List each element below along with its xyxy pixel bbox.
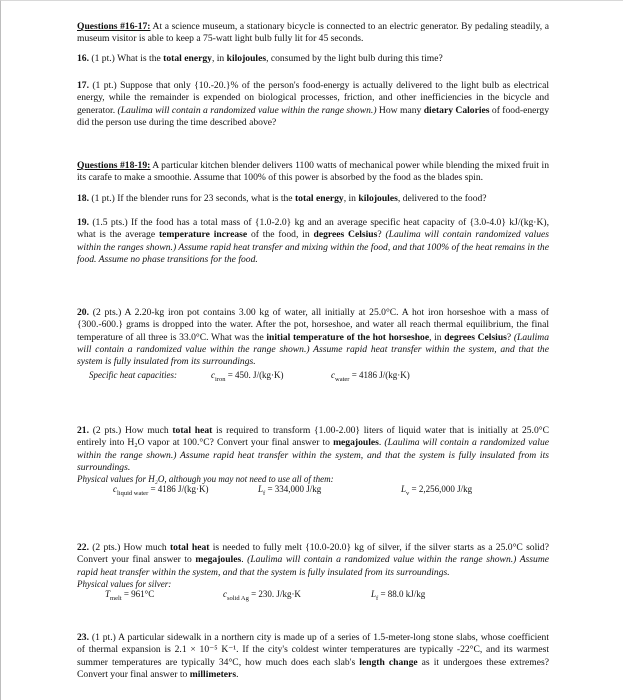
emphasis: total heat	[172, 425, 213, 436]
question-20	[77, 307, 549, 368]
symbol: L	[401, 484, 407, 494]
emphasis: total heat	[169, 542, 210, 553]
section-text: A particular kitchen blender delivers 1100 watts of mechanical power while blending the mixed fruit in its carafe to make a smoothie. Assume that 100% of this power is absorbed by the food as the blades spin.	[77, 160, 549, 184]
emphasis: temperature increase	[158, 229, 248, 241]
question-text: .	[241, 554, 248, 566]
subscript: melt	[110, 594, 122, 602]
question-23	[77, 632, 549, 681]
question-text: of food-energy did the person use during the time described above?	[77, 104, 550, 128]
section-heading: Questions #18-19:	[77, 160, 151, 171]
emphasis: kilojoules	[226, 53, 267, 64]
question-text: ?	[506, 331, 514, 343]
emphasis: megajoules	[333, 437, 379, 449]
question-17	[77, 80, 549, 129]
values-label: Physical values for H₂O, although you may not need to use all of them:	[77, 474, 334, 484]
question-16	[77, 53, 549, 65]
question-number: 20.	[77, 307, 89, 318]
emphasis: degrees Celsius	[313, 229, 378, 241]
question-text: (1 pt.) If the blender runs for 23 seconds, what is the	[89, 193, 295, 204]
value: = 88.0 kJ/kg	[378, 589, 426, 599]
subscript: v	[406, 489, 410, 497]
values-label: Physical values for silver:	[77, 579, 172, 589]
value: = 961°C	[121, 589, 155, 599]
subscript: iron	[215, 375, 226, 383]
value: = 230. J/kg·K	[248, 589, 301, 599]
note: (Laulima will contain randomized values within the ranges shown.) Assume rapid heat transfer and mixing within the food, and that 100% of the heat remains in the food. Assume no phase transitions for the food.	[77, 229, 549, 265]
values-label: Specific heat capacities:	[89, 370, 177, 380]
symbol: c	[211, 370, 215, 380]
lf-silver-value	[371, 589, 425, 604]
question-text: (2 pts.) How much	[89, 425, 173, 436]
subscript: water	[335, 375, 350, 383]
emphasis: dietary Calories	[423, 104, 490, 116]
value: = 4186 J/(kg·K)	[148, 484, 209, 494]
question-text: (1 pt.) A particular sidewalk in a northern city is made up of a series of 1.5-meter-long stone slabs, whose coefficient of thermal expansion is 2.1 × 10⁻⁵ K⁻¹. If the city's coldest winter temperatures are typically -22°C, and its warmest summer temperatures are typically 34°C, how much does each slab's	[77, 632, 549, 668]
c-solid-ag-value	[223, 589, 301, 604]
symbol: c	[331, 370, 335, 380]
question-text: , delivered to the food?	[397, 193, 487, 204]
question-19	[77, 217, 549, 266]
symbol: L	[258, 484, 264, 494]
symbol: L	[371, 589, 377, 599]
question-text: ?	[377, 229, 386, 241]
subscript: solid Ag	[227, 594, 249, 602]
value: = 2,256,000 J/kg	[409, 484, 473, 494]
question-number: 19.	[77, 217, 89, 228]
emphasis: megajoules	[195, 554, 242, 566]
question-text: (2 pts.) How much	[89, 542, 170, 553]
emphasis: length change	[359, 656, 418, 668]
question-21	[77, 425, 549, 474]
section-18-19-intro	[77, 160, 549, 185]
symbol: T	[105, 589, 111, 599]
question-text: , consumed by the light bulb during this time?	[266, 53, 443, 64]
question-number: 22.	[77, 542, 89, 553]
question-text: .	[378, 437, 385, 449]
question-text: (1.5 pts.) If the food has a total mass of {1.0-2.0} kg and an average specific heat capacity of {3.0-4.0} kJ/(kg·K), what is the average	[77, 217, 549, 241]
c-iron-value	[211, 370, 284, 385]
emphasis: millimeters	[189, 668, 237, 680]
question-number: 17.	[77, 80, 89, 91]
question-text: (2 pts.) A 2.20-kg iron pot contains 3.00 kg of water, all initially at 25.0°C. A hot iron horseshoe with a mass of {300.-600.} grams is dropped into the water. After the pot, horseshoe, and water all reach thermal equilibrium, the final temperature of all three is 33.0°C. What was the	[77, 307, 549, 343]
question-number: 18.	[77, 193, 89, 204]
question-number: 21.	[77, 425, 89, 436]
symbol: c	[223, 589, 227, 599]
t-melt-value	[105, 589, 154, 604]
value: = 450. J/(kg·K)	[225, 370, 284, 380]
question-text: , in	[429, 331, 445, 343]
question-number: 23.	[77, 632, 89, 643]
question-text: (1 pt.) Suppose that only {10.-20.}% of the person's food-energy is actually delivered to the light bulb as electrical energy, while the remainder is expended on biological processes, friction, and other inefficiencies in the bicycle and generator.	[77, 80, 549, 116]
question-22	[77, 542, 549, 579]
question-text: , in	[211, 53, 227, 64]
note: (Laulima will contain a randomized value within the range shown.) Assume rapid heat transfer within the system, and that the system is fully insulated from its surroundings.	[77, 331, 550, 368]
question-text: .	[236, 668, 239, 680]
emphasis: degrees Celsius	[444, 331, 507, 343]
question-text: of the food, in	[247, 229, 314, 241]
c-liquid-water-value	[113, 484, 209, 499]
section-16-17-intro	[77, 21, 549, 46]
symbol: c	[113, 484, 117, 494]
section-heading: Questions #16-17:	[77, 21, 151, 32]
note: (Laulima will contain a randomized value within the range shown.)	[117, 104, 377, 116]
subscript: f	[376, 594, 379, 602]
question-18	[77, 193, 549, 205]
question-text: How many	[376, 104, 424, 116]
question-text: (1 pt.) What is the	[89, 53, 164, 64]
lf-water-value	[258, 484, 321, 499]
question-text: is required to transform {1.00-2.00} liters of liquid water that is initially at 25.0°C entirely into H₂O vapor at 100.°C? Convert your final answer to	[77, 425, 549, 449]
emphasis: total energy	[294, 193, 344, 204]
question-number: 16.	[77, 53, 89, 64]
c-water-value	[331, 370, 410, 385]
subscript: f	[263, 489, 266, 497]
value: = 334,000 J/kg	[265, 484, 322, 494]
emphasis: total energy	[163, 53, 212, 64]
emphasis: kilojoules	[358, 193, 398, 204]
note: (Laulima will contain a randomized value within the range shown.) Assume rapid heat transfer within the system, and that the system is fully insulated from its surroundings.	[77, 437, 549, 473]
emphasis: initial temperature of the hot horseshoe	[266, 331, 430, 343]
subscript: liquid water	[117, 489, 149, 497]
lv-water-value	[401, 484, 472, 499]
value: = 4186 J/(kg·K)	[349, 370, 410, 380]
question-text: , in	[343, 193, 359, 204]
note: (Laulima will contain a randomized value within the range shown.) Assume rapid heat transfer within the system, and that the system is fully insulated from its surroundings.	[77, 554, 550, 578]
question-text: as it undergoes these extremes? Convert your final answer to	[77, 656, 549, 680]
q20-values-row	[89, 370, 177, 381]
question-text: is needed to fully melt {10.0-20.0} kg of silver, if the silver starts as a 25.0°C solid? Convert your final answer to	[77, 542, 549, 566]
section-text: At a science museum, a stationary bicycle is connected to an electric generator. By pedaling steadily, a museum visitor is able to keep a 75-watt light bulb fully lit for 45 seconds.	[77, 21, 549, 45]
